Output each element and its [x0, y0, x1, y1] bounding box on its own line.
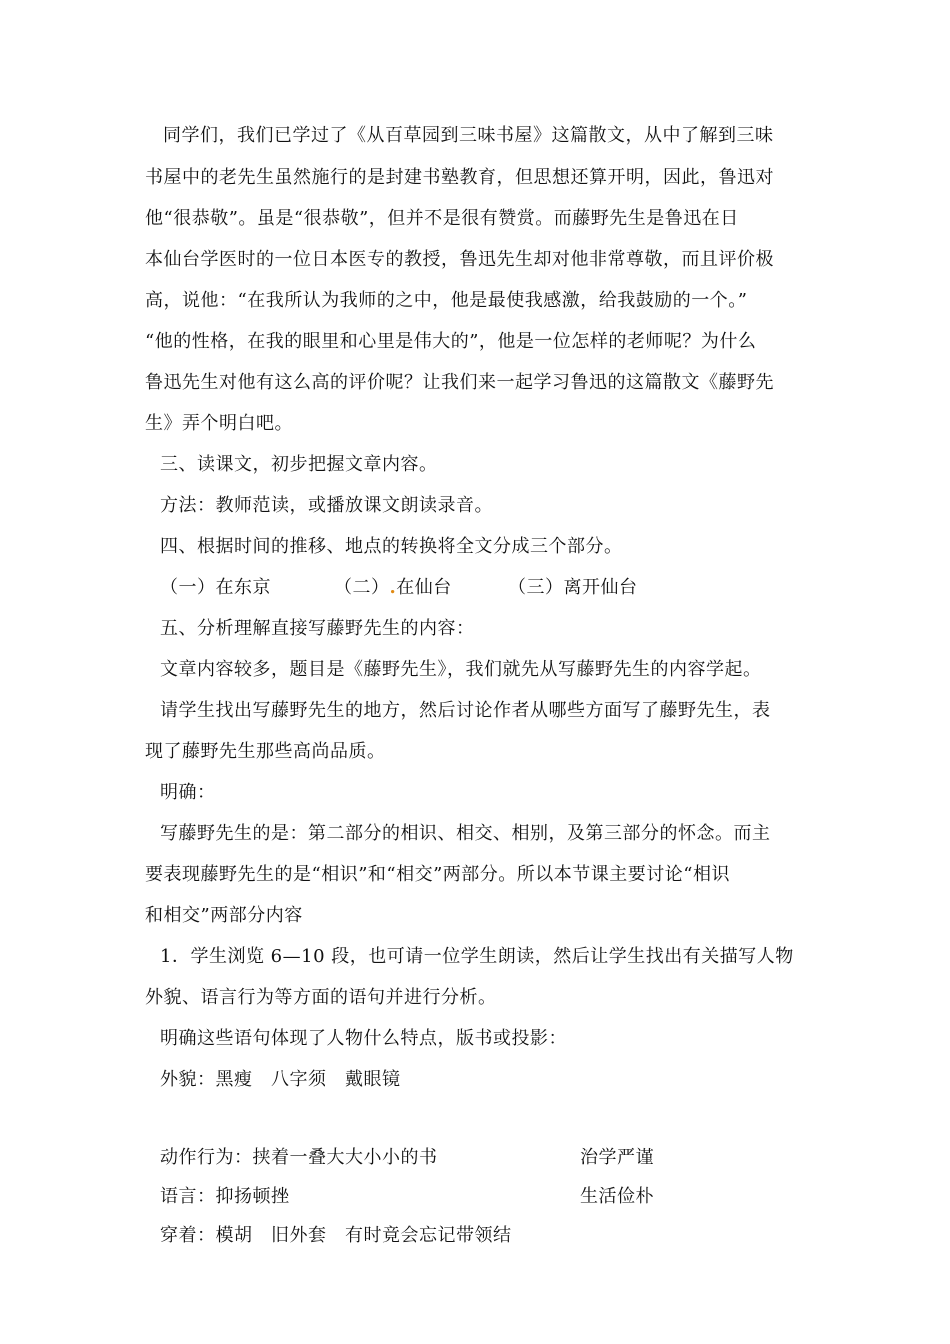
speech-note: 语言：抑扬顿挫	[160, 1186, 290, 1207]
appearance-note: 外貌：黑瘦 八字须 戴眼镜	[160, 1069, 401, 1090]
step5-intro: 文章内容较多，题目是《藤野先生》，我们就先从写藤野先生的内容学起。	[160, 659, 762, 680]
part-three: （三）离开仙台	[508, 577, 638, 598]
part-two	[334, 578, 452, 598]
clothing-note: 穿着：模胡 旧外套 有时竟会忘记带领结	[160, 1225, 512, 1246]
trait-frugal: 生活俭朴	[580, 1186, 654, 1207]
clarify-line: 和相交”两部分内容	[145, 905, 303, 926]
step5-task-line: 现了藤野先生那些高尚品质。	[145, 741, 386, 762]
intro-line: “他的性格，在我的眼里和心里是伟大的”，他是一位怎样的老师呢？为什么	[145, 331, 757, 352]
intro-line: 生》弄个明白吧。	[145, 413, 293, 434]
step4-title: 四、根据时间的推移、地点的转换将全文分成三个部分。	[160, 536, 623, 557]
board-intro: 明确这些语句体现了人物什么特点，版书或投影：	[160, 1028, 567, 1049]
intro-line: 书屋中的老先生虽然施行的是封建书塾教育，但思想还算开明，因此，鲁迅对	[145, 167, 774, 188]
action-note: 动作行为：挟着一叠大大小小的书	[160, 1147, 438, 1168]
part-two-label: 在仙台	[396, 577, 452, 598]
intro-line: 鲁迅先生对他有这么高的评价呢？让我们来一起学习鲁迅的这篇散文《藤野先	[145, 372, 774, 393]
clarify-line: 要表现藤野先生的是“相识”和“相交”两部分。所以本节课主要讨论“相识	[145, 864, 731, 885]
step3-method: 方法：教师范读，或播放课文朗读录音。	[160, 495, 493, 516]
part-two-dot: .	[389, 577, 397, 598]
step5-task-line: 请学生找出写藤野先生的地方，然后讨论作者从哪些方面写了藤野先生，表	[160, 700, 771, 721]
part-two-prefix: （二）	[334, 577, 390, 598]
clarify-line: 写藤野先生的是：第二部分的相识、相交、相别，及第三部分的怀念。而主	[160, 823, 771, 844]
intro-line: 同学们，我们已学过了《从百草园到三味书屋》这篇散文，从中了解到三味	[163, 125, 774, 146]
trait-rigorous: 治学严谨	[580, 1147, 654, 1168]
step3-title: 三、读课文，初步把握文章内容。	[160, 454, 438, 475]
item1-line: 外貌、语言行为等方面的语句并进行分析。	[145, 987, 497, 1008]
step5-title: 五、分析理解直接写藤野先生的内容：	[160, 618, 475, 639]
intro-line: 高，说他：“在我所认为我师的之中，他是最使我感激，给我鼓励的一个。”	[145, 290, 748, 311]
part-one: （一）在东京	[160, 577, 271, 598]
clarify-label: 明确：	[160, 782, 216, 803]
item1-line: 1．学生浏览 6—10 段，也可请一位学生朗读，然后让学生找出有关描写人物	[160, 946, 794, 967]
intro-line: 他“很恭敬”。虽是“很恭敬”，但并不是很有赞赏。而藤野先生是鲁迅在日	[145, 208, 739, 229]
intro-line: 本仙台学医时的一位日本医专的教授，鲁迅先生却对他非常尊敬，而且评价极	[145, 249, 774, 270]
